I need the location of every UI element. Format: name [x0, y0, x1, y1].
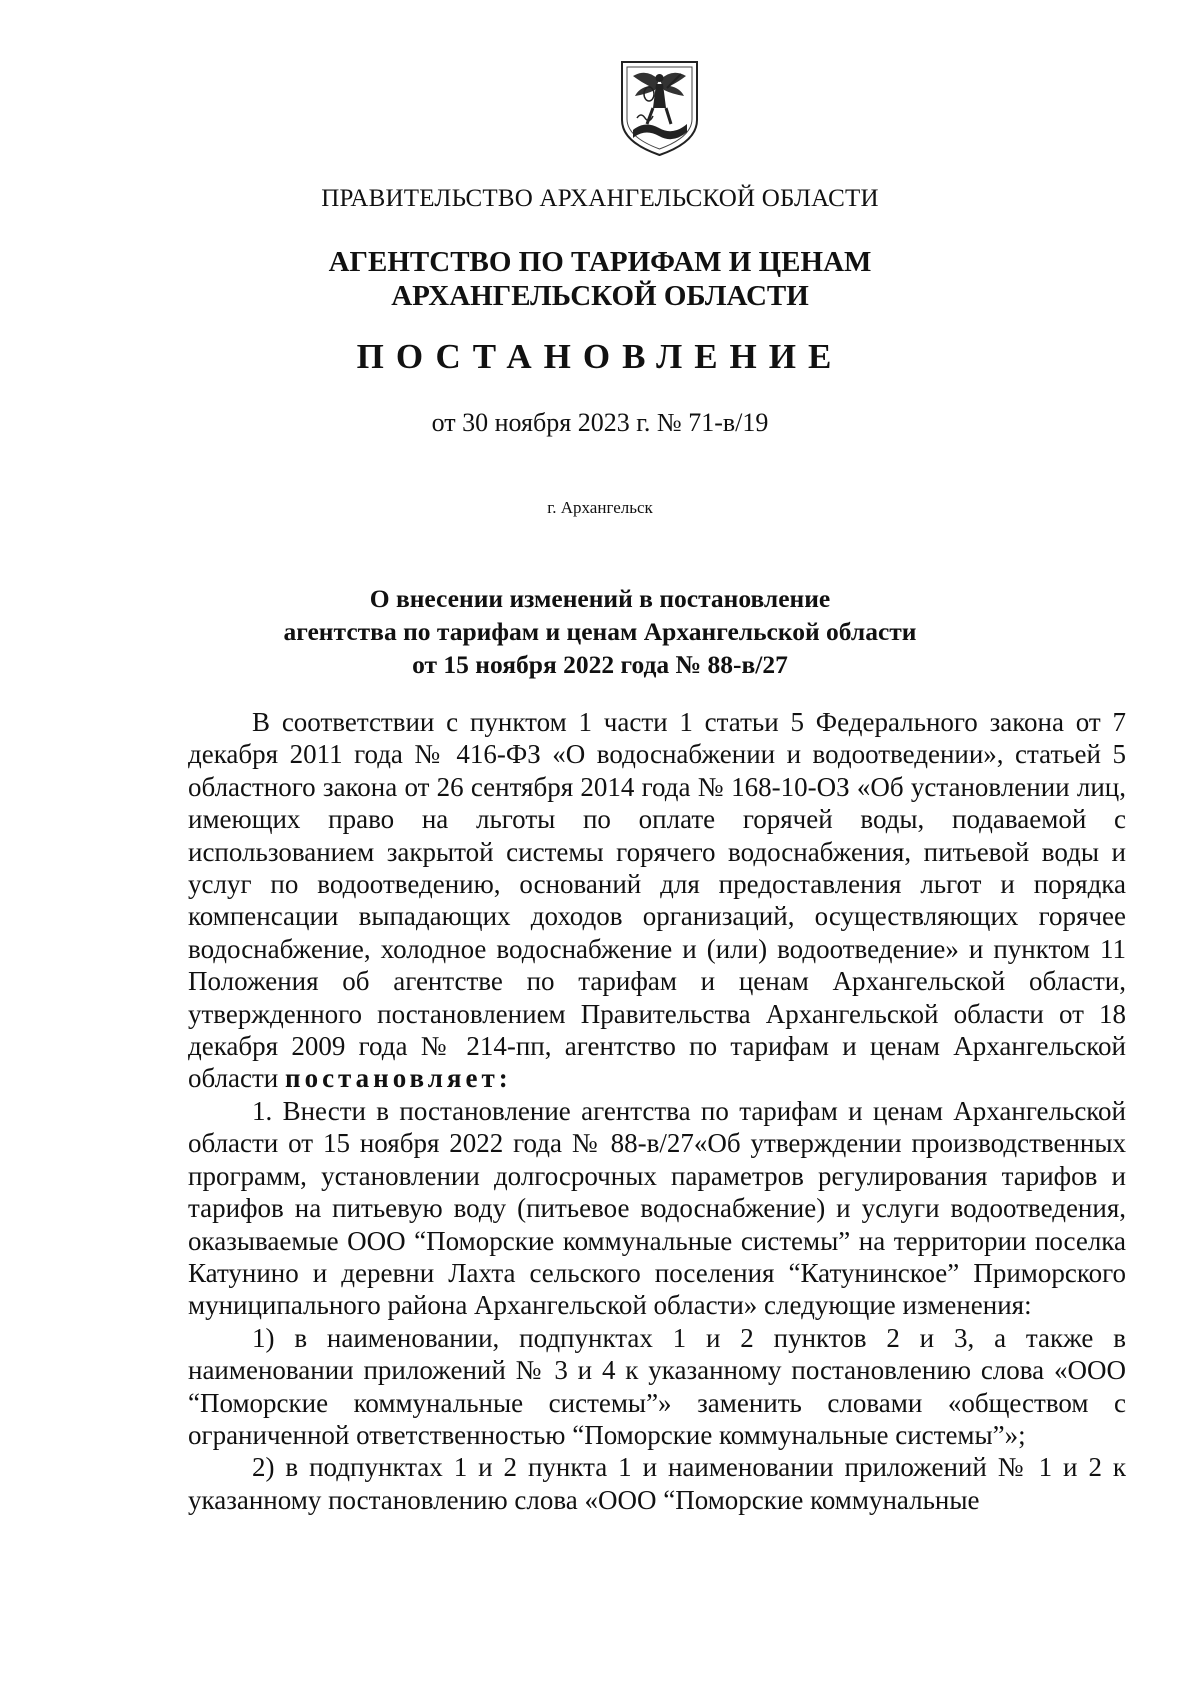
- document-city: г. Архангельск: [547, 498, 653, 517]
- document-subject: [0, 582, 1200, 681]
- body-paragraph-item-1: 1. Внести в постановление агентства по тарифам и ценам Архангельской области от 15 ноября 2022 года № 88-в/27«Об утверждении производственных программ, установлении долгосрочных параметров регулирования тарифов и тарифов на питьевую воду (питьевое водоснабжение) и услуги водоотведения, оказываемые ООО “Поморские коммунальные системы” на территории поселка Катунино и деревни Лахта сельского поселения “Катунинское” Приморского муниципального района Архангельской области» следующие изменения:: [188, 1095, 1126, 1321]
- body-paragraph-preamble: [188, 706, 1126, 1095]
- subject-line-3: от 15 ноября 2022 года № 88-в/27: [412, 650, 788, 679]
- subject-line-1: О внесении изменений в постановление: [369, 584, 831, 613]
- government-name: ПРАВИТЕЛЬСТВО АРХАНГЕЛЬСКОЙ ОБЛАСТИ: [321, 185, 879, 212]
- subject-line-2: агентства по тарифам и ценам Архангельской области: [283, 617, 917, 646]
- document-body: [188, 706, 1126, 1516]
- resolution-keyword: постановляет:: [285, 1063, 512, 1094]
- agency-name-line-2: АРХАНГЕЛЬСКОЙ ОБЛАСТИ: [391, 280, 809, 312]
- coat-of-arms-icon: [619, 58, 700, 158]
- preamble-text: В соответствии с пунктом 1 части 1 статьи 5 Федерального закона от 7 декабря 2011 года № 416-ФЗ «О водоснабжении и водоотведении», статьей 5 областного закона от 26 сентября 2014 года № 168-10-ОЗ «Об установлении лиц, имеющих право на льготы по оплате горячей воды, подаваемой с использованием закрытой системы горячего водоснабжения, питьевой воды и услуг по водоотведению, оснований для предоставления льгот и порядка компенсации выпадающих доходов организаций, осуществляющих горячее водоснабжение, холодное водоснабжение и (или) водоотведение» и пунктом 11 Положения об агентстве по тарифам и ценам Архангельской области, утвержденного постановлением Правительства Архангельской области от 18 декабря 2009 года № 214-пп, агентство по тарифам и ценам Архангельской области: [188, 707, 1126, 1094]
- agency-name-line-1: АГЕНТСТВО ПО ТАРИФАМ И ЦЕНАМ: [328, 246, 872, 278]
- body-paragraph-subitem-2: 2) в подпунктах 1 и 2 пункта 1 и наименовании приложений № 1 и 2 к указанному постановлению слова «ООО “Поморские коммунальные: [188, 1452, 1126, 1515]
- document-type: ПОСТАНОВЛЕНИЕ: [356, 337, 844, 376]
- body-paragraph-subitem-1: 1) в наименовании, подпунктах 1 и 2 пунктов 2 и 3, а также в наименовании приложений № 3 и 4 к указанному постановлению слова «ООО “Поморские коммунальные системы”» заменить словами «обществом с ограниченной ответственностью “Поморские коммунальные системы”»;: [188, 1322, 1126, 1450]
- document-date-number: от 30 ноября 2023 г. № 71-в/19: [431, 408, 769, 437]
- agency-name: [0, 245, 1200, 313]
